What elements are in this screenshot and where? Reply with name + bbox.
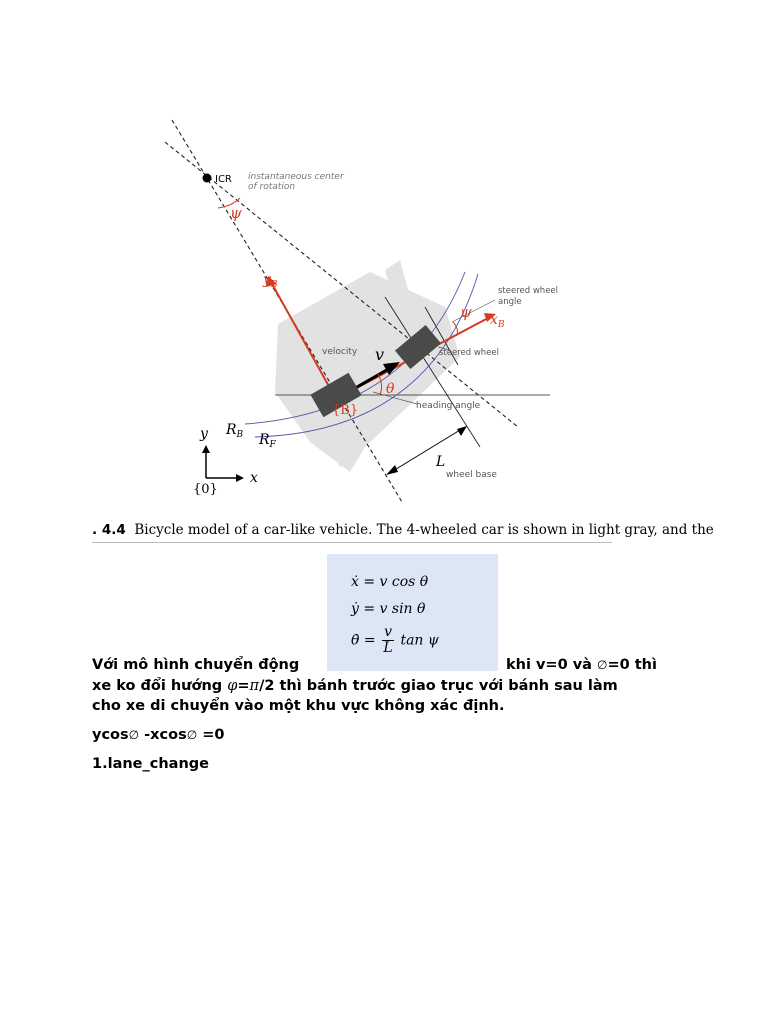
equation-y-dot: ẏ = v sin θ — [351, 601, 426, 617]
paragraph-line-1-tail: khi v=0 và ∅=0 thì — [506, 657, 657, 673]
yb-label: $y_B$ — [263, 272, 278, 290]
origin-x-label: x — [250, 470, 258, 486]
v-label: v — [375, 345, 385, 364]
paragraph-line-3: cho xe di chuyển vào một khu vực không xác định. — [92, 698, 505, 714]
velocity-label: velocity — [322, 347, 358, 357]
bicycle-model-figure — [160, 112, 560, 512]
paragraph-line-2: xe ko đổi hướng φ=π/2 thì bánh trước giao trục với bánh sau làm — [92, 678, 618, 694]
icr-note-line-1: instantaneous center — [248, 172, 344, 182]
rf-label: $R_F$ — [259, 432, 276, 450]
equation-theta-dot: θ̇ = $\frac{v}{L}$ tan ψ — [351, 624, 439, 656]
car-silhouette — [275, 260, 460, 472]
steered-wheel-angle-line-2: angle — [498, 297, 522, 307]
psi-label-icr: ψ — [230, 204, 242, 222]
xb-label: $x_B$ — [490, 312, 505, 330]
body-frame-label: {B} — [332, 403, 359, 418]
figure-caption — [92, 522, 714, 538]
section-heading-lane-change: 1.lane_change — [92, 756, 209, 772]
l-label: L — [436, 454, 446, 470]
steered-wheel-angle-line-1: steered wheel — [498, 286, 559, 296]
origin-frame-label: {0} — [193, 482, 218, 497]
caption-text: Bicycle model of a car-like vehicle. The 4-wheeled car is shown in light gray, and the — [134, 522, 714, 538]
wheel-base-arrow — [388, 427, 465, 474]
theta-label: θ — [386, 381, 395, 397]
psi-label-front: ψ — [460, 303, 472, 321]
origin-y-label: y — [200, 426, 208, 442]
wheel-base-label: wheel base — [446, 470, 497, 480]
steered-wheel-label: steered wheel — [439, 348, 500, 358]
constraint-formula: ycos∅ -xcos∅ =0 — [92, 727, 225, 743]
rb-label: $R_B$ — [226, 422, 244, 440]
icr-label: ICR — [215, 174, 232, 185]
empty-set-symbol: ∅ — [597, 658, 608, 672]
icr-point — [203, 174, 212, 183]
icr-note-line-2: of rotation — [248, 182, 296, 192]
caption-divider — [92, 542, 612, 543]
heading-angle-label: heading angle — [416, 401, 481, 411]
equation-x-dot: ẋ = v cos θ — [351, 574, 429, 590]
equations-image — [327, 554, 498, 671]
figure-number: . 4.4 — [92, 522, 126, 538]
paragraph-line-1: Với mô hình chuyển động — [92, 657, 300, 673]
